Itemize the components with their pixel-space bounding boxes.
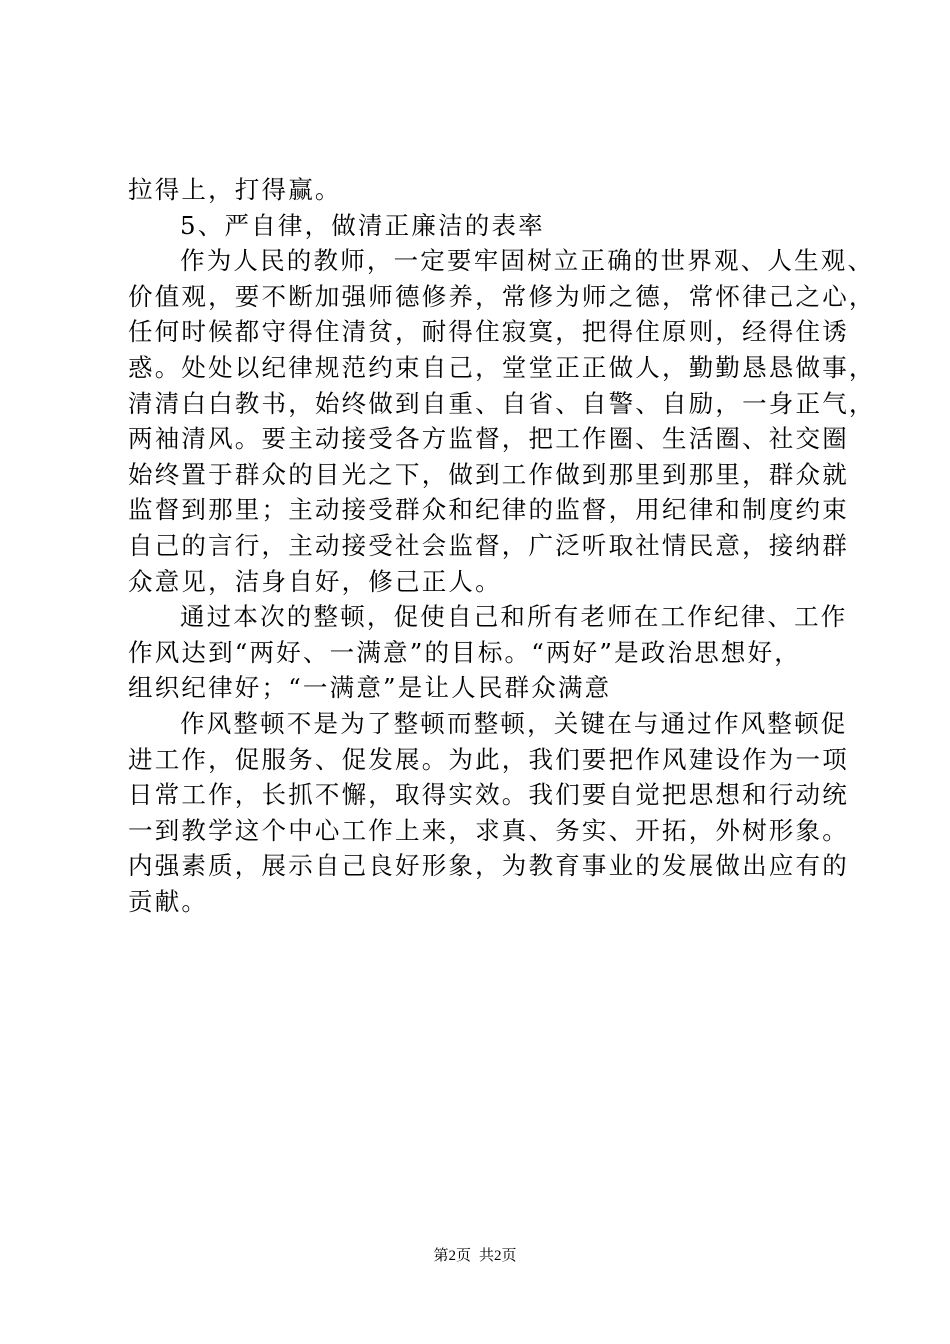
- text-line: 作为人民的教师，一定要牢固树立正确的世界观、人生观、: [180, 246, 875, 276]
- text-line: 任何时候都守得住清贫，耐得住寂寞，把得住原则，经得住诱: [128, 317, 849, 347]
- text-line: 众意见，洁身自好，修己正人。: [128, 566, 502, 596]
- text-line: 一到教学这个中心工作上来，求真、务实、开拓，外树形象。: [128, 815, 849, 845]
- document-body: [128, 172, 876, 919]
- text-line: 进工作，促服务、促发展。为此，我们要把作风建设作为一项: [128, 744, 849, 774]
- text-line: 惑。处处以纪律规范约束自己，堂堂正正做人，勤勤恳恳做事，: [128, 352, 876, 382]
- text-line: 价值观，要不断加强师德修养，常修为师之德，常怀律己之心，: [128, 281, 876, 311]
- text-line: 作风达到“两好、一满意”的目标。“两好”是政治思想好，: [128, 637, 801, 667]
- page-number: 第2页: [433, 1248, 471, 1264]
- text-line: 作风整顿不是为了整顿而整顿，关键在与通过作风整顿促: [180, 708, 848, 738]
- text-line: 通过本次的整顿，促使自己和所有老师在工作纪律、工作: [180, 602, 848, 632]
- page-footer: [0, 1244, 950, 1265]
- text-line: 清清白白教书，始终做到自重、自省、自警、自励，一身正气，: [128, 388, 876, 418]
- text-line: 两袖清风。要主动接受各方监督，把工作圈、生活圈、社交圈: [128, 424, 849, 454]
- text-line: 内强素质，展示自己良好形象，为教育事业的发展做出应有的: [128, 851, 849, 881]
- text-line: 自己的言行，主动接受社会监督，广泛听取社情民意，接纳群: [128, 530, 849, 560]
- text-line: 日常工作，长抓不懈，取得实效。我们要自觉把思想和行动统: [128, 780, 849, 810]
- text-line: 组织纪律好；“一满意”是让人民群众满意: [128, 673, 612, 703]
- text-line: 贡献。: [128, 886, 209, 916]
- section-heading: 5、严自律，做清正廉洁的表率: [180, 210, 545, 240]
- text-line: 监督到那里；主动接受群众和纪律的监督，用纪律和制度约束: [128, 495, 849, 525]
- text-line: 始终置于群众的目光之下，做到工作做到那里到那里，群众就: [128, 459, 849, 489]
- text-line: 拉得上，打得赢。: [128, 175, 342, 204]
- page-total: 共2页: [479, 1248, 517, 1264]
